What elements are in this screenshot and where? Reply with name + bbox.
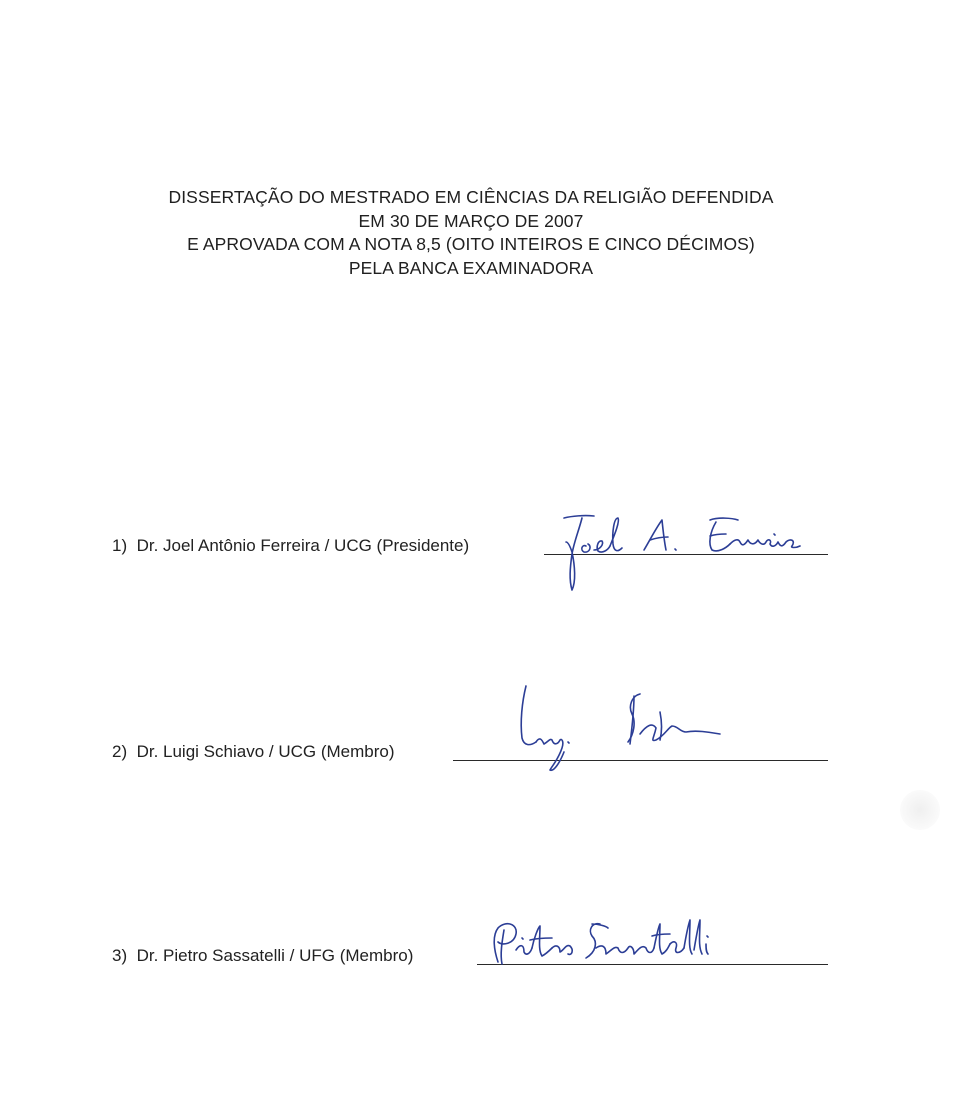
- approval-heading: [0, 186, 942, 280]
- heading-line-3: E APROVADA COM A NOTA 8,5 (OITO INTEIROS E CINCO DÉCIMOS): [187, 234, 755, 254]
- scan-artifact: [900, 790, 940, 830]
- examiner-name-3: Dr. Pietro Sassatelli / UFG (Membro): [136, 946, 414, 965]
- heading-line-2: EM 30 DE MARÇO DE 2007: [358, 210, 584, 231]
- examiner-label-1: [112, 536, 469, 556]
- examiner-label-3: [112, 946, 413, 966]
- examiner-row-1: [112, 496, 832, 556]
- heading-line-4: PELA BANCA EXAMINADORA: [348, 257, 594, 278]
- signature-joel-ferreira: [560, 512, 830, 596]
- signature-luigi-schiavo: [510, 682, 740, 788]
- examiner-number-1: 1): [112, 536, 128, 555]
- examiner-number-3: 3): [112, 946, 128, 965]
- examiner-name-2: Dr. Luigi Schiavo / UCG (Membro): [136, 742, 395, 761]
- examiner-number-2: 2): [112, 742, 128, 761]
- examiner-row-3: [112, 906, 832, 966]
- examiner-name-1: Dr. Joel Antônio Ferreira / UCG (Presidente): [136, 536, 470, 555]
- examiner-label-2: [112, 742, 394, 762]
- examiner-row-2: [112, 702, 832, 762]
- signature-pietro-sassatelli: [488, 914, 738, 970]
- heading-line-1: DISSERTAÇÃO DO MESTRADO EM CIÊNCIAS DA RELIGIÃO DEFENDIDA: [168, 187, 774, 207]
